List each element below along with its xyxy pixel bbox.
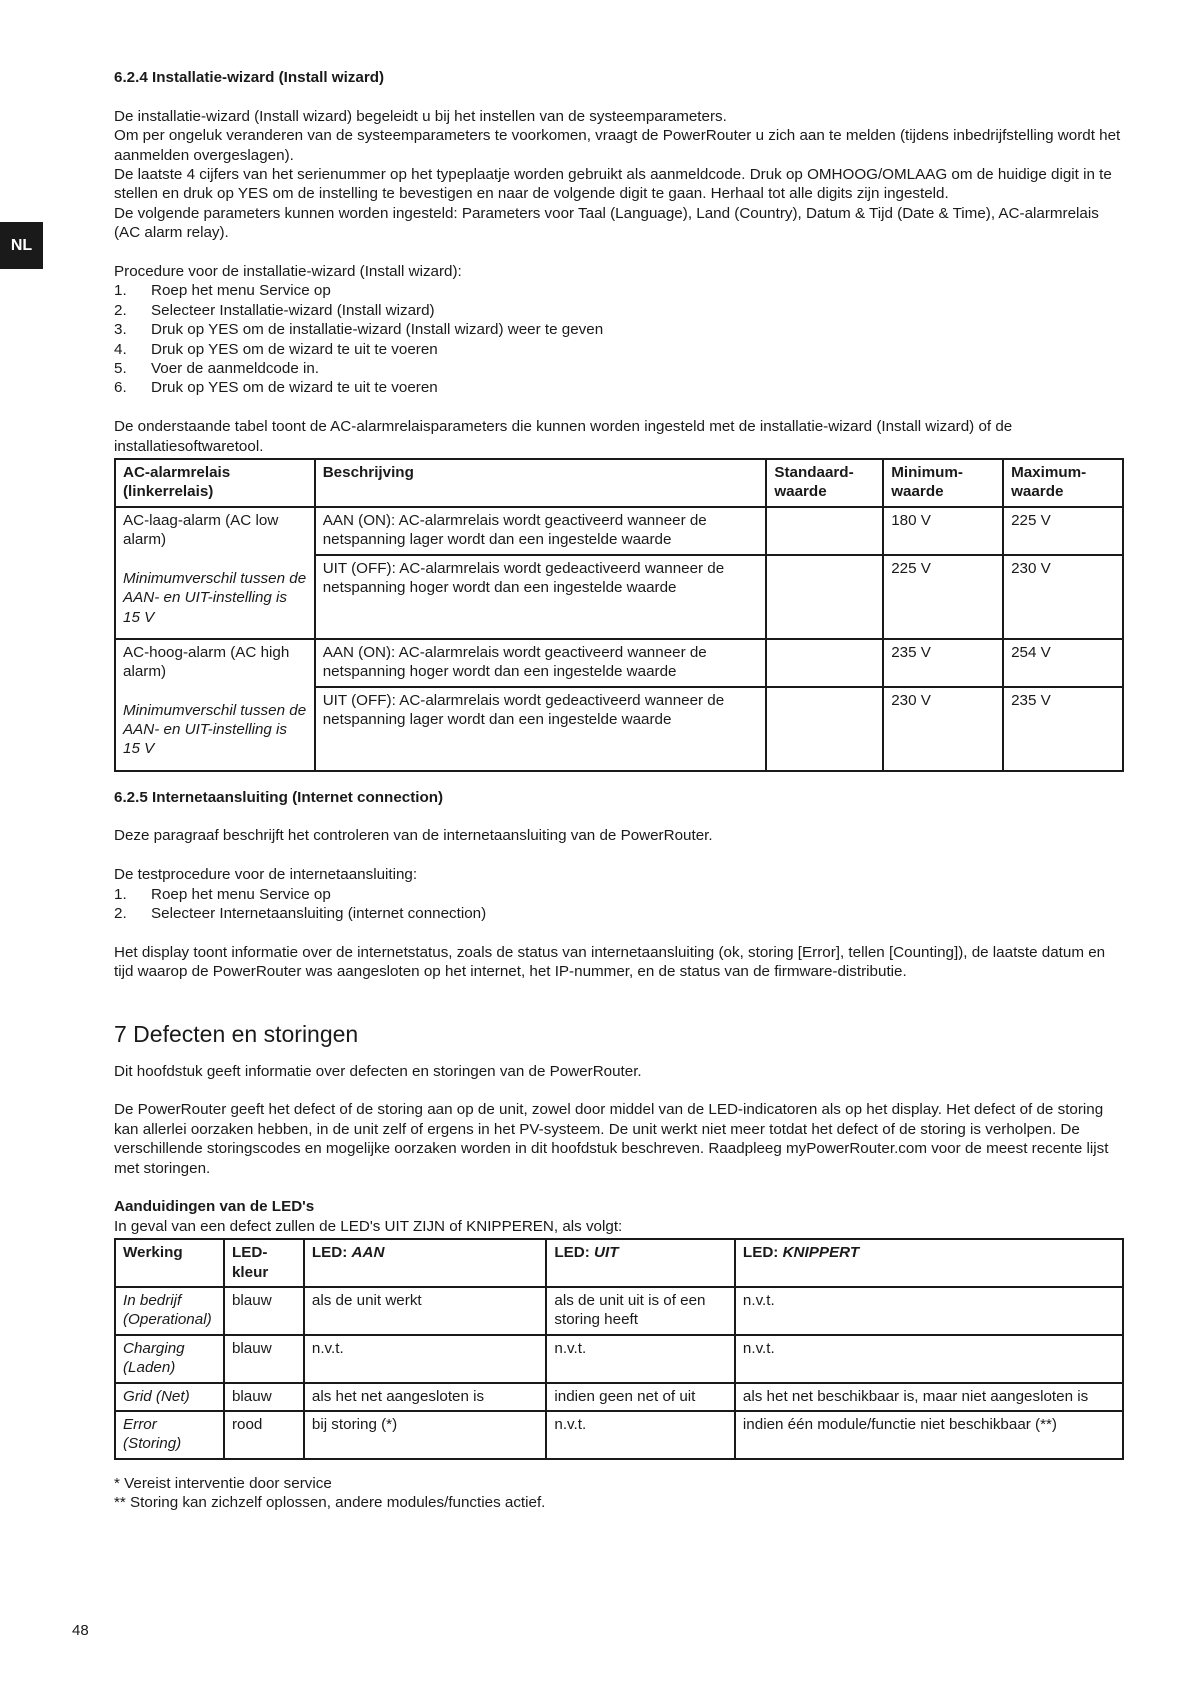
- table-cell: [766, 639, 883, 687]
- procedure-title: Procedure voor de installatie-wizard (Install wizard):: [114, 263, 462, 281]
- paragraph: De PowerRouter geeft het defect of de storing aan op de unit, zowel door middel van de LED-indicatoren als op het display. Het defect of de storing kan allerlei oorzaken hebben, in de unit zelf of ergens in het PV-systeem. De unit werkt niet meer totdat het defect of de storing is verholpen. De verschillende storingscodes en mogelijke oorzaken worden in dit hoofdstuk beschreven. Raadpleeg myPowerRouter.com voor de meest recente lijst met storingen.: [114, 1101, 1109, 1177]
- table-cell: 254 V: [1003, 639, 1123, 687]
- led-heading: Aanduidingen van de LED's: [114, 1198, 315, 1216]
- header-cell: Minimum-waarde: [883, 459, 1003, 507]
- table-header-row: [115, 1239, 1123, 1287]
- table-header-row: [115, 459, 1123, 507]
- table-cell: als het net beschikbaar is, maar niet aangesloten is: [735, 1383, 1123, 1411]
- header-cell: Standaard-waarde: [766, 459, 883, 507]
- list-item: 1. Roep het menu Service op: [114, 282, 331, 300]
- install-wizard-steps: [114, 281, 1124, 397]
- table-cell: [766, 687, 883, 771]
- table-cell: UIT (OFF): AC-alarmrelais wordt gedeactiveerd wanneer de netspanning lager wordt dan een ingestelde waarde: [315, 687, 767, 771]
- table-cell: 230 V: [883, 687, 1003, 771]
- table-cell: [766, 507, 883, 555]
- internet-test-steps: [114, 885, 1124, 924]
- table-cell: 230 V: [1003, 555, 1123, 639]
- list-item: 3. Druk op YES om de installatie-wizard (Install wizard) weer te geven: [114, 321, 604, 339]
- list-item: 2. Selecteer Internetaansluiting (internet connection): [114, 904, 487, 922]
- language-tab: NL: [0, 222, 43, 269]
- table-row: [115, 1411, 1123, 1459]
- table-cell: In bedrijf (Operational): [115, 1287, 224, 1335]
- header-cell: Beschrijving: [315, 459, 767, 507]
- table-cell: als de unit werkt: [304, 1287, 546, 1335]
- header-cell: LED-kleur: [224, 1239, 304, 1287]
- table-cell: blauw: [224, 1335, 304, 1383]
- table-cell: blauw: [224, 1287, 304, 1335]
- paragraph: De installatie-wizard (Install wizard) begeleidt u bij het instellen van de systeemparameters.: [114, 107, 727, 125]
- table-cell: 235 V: [883, 639, 1003, 687]
- table-row: [115, 507, 1123, 555]
- table-cell: UIT (OFF): AC-alarmrelais wordt gedeactiveerd wanneer de netspanning hoger wordt dan een ingestelde waarde: [315, 555, 767, 639]
- table-cell: blauw: [224, 1383, 304, 1411]
- table-cell: AAN (ON): AC-alarmrelais wordt geactiveerd wanneer de netspanning hoger wordt dan een ingestelde waarde: [315, 639, 767, 687]
- table-row: [115, 1335, 1123, 1383]
- table-cell: rood: [224, 1411, 304, 1459]
- table-row: [115, 1383, 1123, 1411]
- led-indication-table: [114, 1238, 1124, 1460]
- page-content: [114, 68, 1124, 1513]
- led-intro: In geval van een defect zullen de LED's UIT ZIJN of KNIPPEREN, als volgt:: [114, 1217, 623, 1235]
- table-cell: n.v.t.: [546, 1335, 735, 1383]
- paragraph: Dit hoofdstuk geeft informatie over defecten en storingen van de PowerRouter.: [114, 1062, 642, 1080]
- table-cell: indien één module/functie niet beschikbaar (**): [735, 1411, 1123, 1459]
- table-cell: AAN (ON): AC-alarmrelais wordt geactiveerd wanneer de netspanning lager wordt dan een ingestelde waarde: [315, 507, 767, 555]
- table-row: [115, 639, 1123, 687]
- list-item: 5. Voer de aanmeldcode in.: [114, 360, 320, 378]
- section-6-2-5-heading: 6.2.5 Internetaansluiting (Internet connection): [114, 788, 444, 806]
- paragraph: Om per ongeluk veranderen van de systeemparameters te voorkomen, vraagt de PowerRouter u zich aan te melden (tijdens inbedrijfstelling wordt het aanmelden overgeslagen).: [114, 127, 1121, 164]
- table-cell: als het net aangesloten is: [304, 1383, 546, 1411]
- paragraph: De volgende parameters kunnen worden ingesteld: Parameters voor Taal (Language), Land (Country), Datum & Tijd (Date & Time), AC-alarmrelais (AC alarm relay).: [114, 204, 1099, 242]
- procedure-title: De testprocedure voor de internetaansluiting:: [114, 866, 418, 884]
- footnote: * Vereist interventie door service: [114, 1474, 332, 1492]
- header-cell: LED: AAN: [304, 1239, 546, 1287]
- table-row: [115, 1287, 1123, 1335]
- ac-alarm-relay-table: [114, 458, 1124, 771]
- table-cell: indien geen net of uit: [546, 1383, 735, 1411]
- table-cell: bij storing (*): [304, 1411, 546, 1459]
- section-6-2-4-heading: 6.2.4 Installatie-wizard (Install wizard): [114, 69, 385, 86]
- table-cell: 225 V: [1003, 507, 1123, 555]
- header-cell: Werking: [115, 1239, 224, 1287]
- header-cell: AC-alarmrelais (linkerrelais): [115, 459, 315, 507]
- paragraph: De laatste 4 cijfers van het serienummer op het typeplaatje worden gebruikt als aanmeldcode. Druk op OMHOOG/OMLAAG om de huidige digit in te stellen en druk op YES om de instelling te bevestigen en naar de volgende digit te gaan. Herhaal tot alle digits zijn ingesteld.: [114, 166, 1112, 203]
- group-cell: AC-laag-alarm (AC low alarm) Minimumverschil tussen de AAN- en UIT-instelling is 15 V: [115, 507, 315, 639]
- group-cell: AC-hoog-alarm (AC high alarm) Minimumverschil tussen de AAN- en UIT-instelling is 15 V: [115, 639, 315, 771]
- list-item: 6. Druk op YES om de wizard te uit te voeren: [114, 379, 438, 397]
- table-cell: n.v.t.: [304, 1335, 546, 1383]
- list-item: 4. Druk op YES om de wizard te uit te voeren: [114, 340, 438, 358]
- table-cell: [766, 555, 883, 639]
- header-cell: LED: UIT: [546, 1239, 735, 1287]
- table-intro: De onderstaande tabel toont de AC-alarmrelaisparameters die kunnen worden ingesteld met de installatie-wizard (Install wizard) of de installatiesoftwaretool.: [114, 418, 1013, 455]
- table-cell: als de unit uit is of een storing heeft: [546, 1287, 735, 1335]
- table-cell: 225 V: [883, 555, 1003, 639]
- list-item: 1. Roep het menu Service op: [114, 885, 331, 903]
- paragraph: Deze paragraaf beschrijft het controleren van de internetaansluiting van de PowerRouter.: [114, 827, 713, 845]
- header-cell: Maximum-waarde: [1003, 459, 1123, 507]
- table-cell: 235 V: [1003, 687, 1123, 771]
- page-number: 48: [72, 1622, 89, 1639]
- chapter-7-heading: 7 Defecten en storingen: [114, 1020, 359, 1047]
- table-cell: 180 V: [883, 507, 1003, 555]
- header-cell: LED: KNIPPERT: [735, 1239, 1123, 1287]
- footnote: ** Storing kan zichzelf oplossen, andere modules/functies actief.: [114, 1494, 546, 1512]
- table-cell: Grid (Net): [115, 1383, 224, 1411]
- table-cell: n.v.t.: [735, 1335, 1123, 1383]
- table-cell: Charging (Laden): [115, 1335, 224, 1383]
- table-cell: Error (Storing): [115, 1411, 224, 1459]
- list-item: 2. Selecteer Installatie-wizard (Install wizard): [114, 301, 435, 319]
- paragraph: Het display toont informatie over de internetstatus, zoals de status van internetaansluiting (ok, storing [Error], tellen [Counting]), de laatste datum en tijd waarop de PowerRouter was aangesloten op het internet, het IP-nummer, en de status van de firmware-distributie.: [114, 943, 1106, 981]
- table-cell: n.v.t.: [735, 1287, 1123, 1335]
- table-cell: n.v.t.: [546, 1411, 735, 1459]
